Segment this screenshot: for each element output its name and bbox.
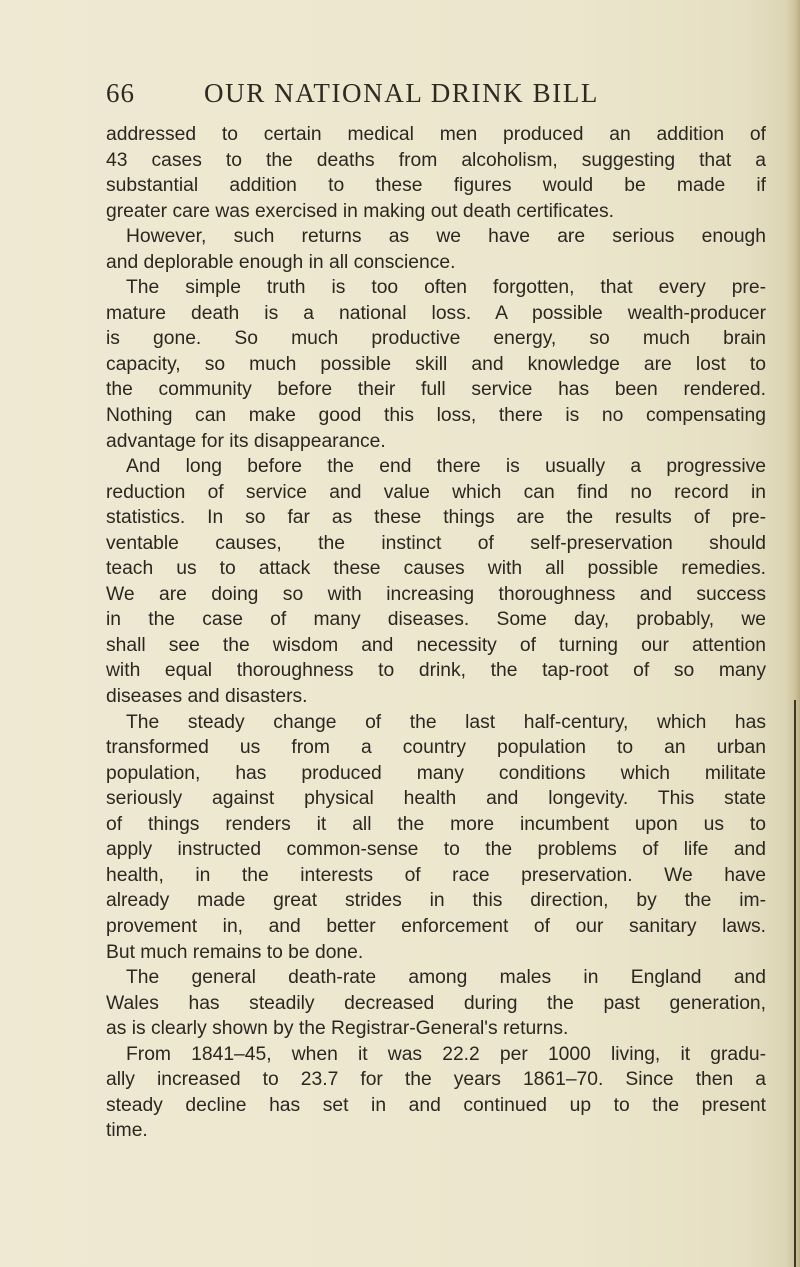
text-line: 43 cases to the deaths from alcoholism, suggesting that a [106, 149, 766, 171]
text-line: is gone. So much productive energy, so much brain [106, 328, 766, 350]
text-line: advantage for its disappearance. [106, 430, 386, 452]
text-line: However, such returns as we have are serious enough [126, 226, 766, 248]
text-line: provement in, and better enforcement of our sanitary laws. [106, 915, 766, 937]
text-line: population, has produced many conditions which militate [106, 762, 766, 784]
text-line: in the case of many diseases. Some day, probably, we [106, 609, 766, 631]
text-line: teach us to attack these causes with all possible remedies. [106, 558, 766, 580]
text-line: already made great strides in this direction, by the im- [106, 890, 766, 912]
text-line: Wales has steadily decreased during the past generation, [106, 992, 766, 1014]
text-line: From 1841–45, when it was 22.2 per 1000 living, it gradu- [126, 1043, 766, 1065]
text-line: the community before their full service has been rendered. [106, 379, 766, 401]
text-line: of things renders it all the more incumbent upon us to [106, 813, 766, 835]
page-edge-shadow [786, 0, 800, 1267]
text-line: The simple truth is too often forgotten, that every pre- [126, 277, 766, 299]
text-line: ally increased to 23.7 for the years 1861–70. Since then a [106, 1069, 766, 1091]
text-line: ventable causes, the instinct of self-preservation should [106, 532, 766, 554]
paragraph [106, 122, 766, 224]
text-line: We are doing so with increasing thoroughness and success [106, 583, 766, 605]
text-line: as is clearly shown by the Registrar-General's returns. [106, 1018, 569, 1040]
text-line: mature death is a national loss. A possible wealth-producer [106, 302, 766, 324]
body-text [106, 122, 766, 1144]
paragraph [106, 275, 766, 454]
text-line: Nothing can make good this loss, there is no compensating [106, 405, 766, 427]
paragraph [106, 454, 766, 709]
text-line: shall see the wisdom and necessity of turning our attention [106, 634, 766, 656]
text-line: and deplorable enough in all conscience. [106, 251, 456, 273]
text-line: statistics. In so far as these things are the results of pre- [106, 507, 766, 529]
paragraph [106, 710, 766, 965]
paragraph [106, 224, 766, 275]
paragraph [106, 965, 766, 1042]
text-line: The steady change of the last half-century, which has [126, 711, 766, 733]
running-header [106, 78, 726, 118]
text-line: substantial addition to these figures would be made if [106, 175, 766, 197]
text-line: The general death-rate among males in England and [126, 967, 766, 989]
text-line: And long before the end there is usually a progressive [126, 456, 766, 478]
text-line: addressed to certain medical men produced an addition of [106, 124, 766, 145]
text-line: with equal thoroughness to drink, the tap-root of so many [106, 660, 766, 682]
running-title: OUR NATIONAL DRINK BILL [204, 78, 600, 108]
text-line: diseases and disasters. [106, 686, 308, 708]
page-number: 66 [106, 78, 135, 108]
text-line: steady decline has set in and continued up to the present [106, 1094, 766, 1116]
text-line: seriously against physical health and longevity. This state [106, 788, 766, 810]
text-line: greater care was exercised in making out death certificates. [106, 200, 614, 222]
text-line: But much remains to be done. [106, 941, 364, 963]
text-line: time. [106, 1120, 148, 1142]
text-line: transformed us from a country population to an urban [106, 737, 766, 759]
text-line: reduction of service and value which can find no record in [106, 481, 766, 503]
text-line: capacity, so much possible skill and knowledge are lost to [106, 353, 766, 375]
text-line: health, in the interests of race preservation. We have [106, 864, 766, 886]
paragraph [106, 1042, 766, 1144]
text-line: apply instructed common-sense to the problems of life and [106, 839, 766, 861]
page-edge-line [794, 700, 796, 1267]
